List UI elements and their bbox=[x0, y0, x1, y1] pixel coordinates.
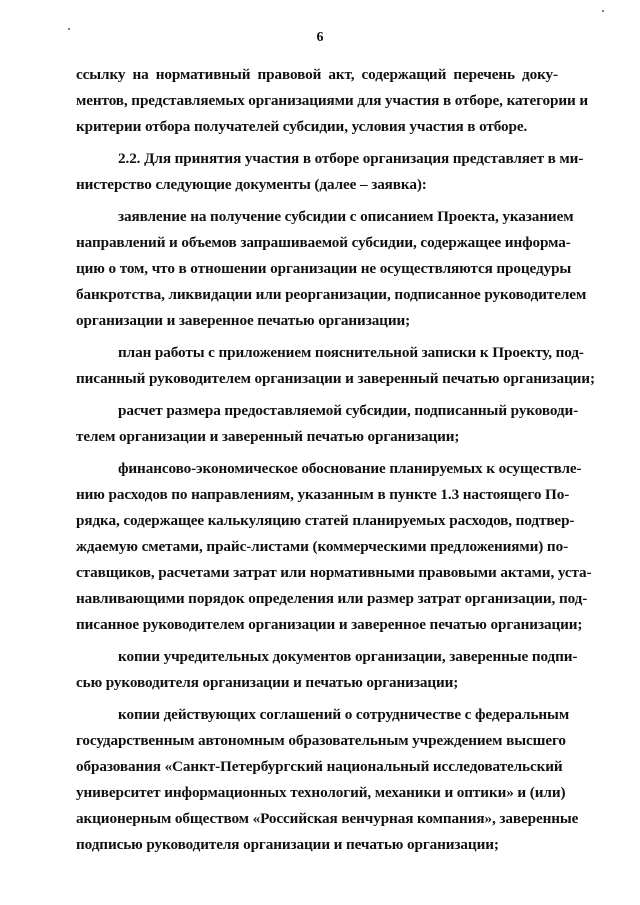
text-line: направлений и объемов запрашиваемой субсидии, содержащее информа- bbox=[76, 234, 571, 251]
text-line: 2.2. Для принятия участия в отборе организация представляет в ми- bbox=[118, 150, 584, 167]
text-line: ссылку на нормативный правовой акт, содержащий перечень доку- bbox=[76, 66, 558, 83]
text-line: рядка, содержащее калькуляцию статей планируемых расходов, подтвер- bbox=[76, 512, 575, 529]
text-line: критерии отбора получателей субсидии, условия участия в отборе. bbox=[76, 118, 528, 135]
text-line: телем организации и заверенный печатью организации; bbox=[76, 428, 460, 445]
text-line: ментов, представляемых организациями для участия в отборе, категории и bbox=[76, 92, 589, 109]
text-line: государственным автономным образовательным учреждением высшего bbox=[76, 732, 566, 749]
text-line: нистерство следующие документы (далее – заявка): bbox=[76, 176, 427, 193]
page-number: 6 bbox=[316, 30, 324, 45]
text-line: сью руководителя организации и печатью организации; bbox=[76, 674, 459, 691]
text-line: навливающими порядок определения или размер затрат организации, под- bbox=[76, 590, 588, 607]
text-line: образования «Санкт-Петербургский национальный исследовательский bbox=[76, 758, 563, 775]
text-line: подписью руководителя организации и печатью организации; bbox=[76, 836, 499, 853]
text-line: ставщиков, расчетами затрат или нормативными правовыми актами, уста- bbox=[76, 564, 592, 581]
scan-speck bbox=[68, 28, 70, 30]
text-line: акционерным обществом «Российская венчурная компания», заверенные bbox=[76, 810, 579, 827]
text-line: писанный руководителем организации и заверенный печатью организации; bbox=[76, 370, 595, 387]
text-line: университет информационных технологий, механики и оптики» и (или) bbox=[76, 784, 566, 801]
text-line: расчет размера предоставляемой субсидии, подписанный руководи- bbox=[118, 402, 579, 419]
text-line: писанное руководителем организации и заверенное печатью организации; bbox=[76, 616, 583, 633]
text-line: банкротства, ликвидации или реорганизации, подписанное руководителем bbox=[76, 286, 587, 303]
text-line: заявление на получение субсидии с описанием Проекта, указанием bbox=[118, 208, 574, 225]
text-line: нию расходов по направлениям, указанным в пункте 1.3 настоящего По- bbox=[76, 486, 570, 503]
text-line: копии действующих соглашений о сотрудничестве с федеральным bbox=[118, 706, 570, 723]
text-line: план работы с приложением пояснительной записки к Проекту, под- bbox=[118, 344, 584, 361]
text-line: цию о том, что в отношении организации не осуществляются процедуры bbox=[76, 260, 572, 277]
text-line: копии учредительных документов организации, заверенные подпи- bbox=[118, 648, 578, 665]
scan-speck bbox=[602, 10, 604, 12]
text-line: организации и заверенное печатью организации; bbox=[76, 312, 411, 329]
text-line: финансово-экономическое обоснование планируемых к осуществле- bbox=[118, 460, 582, 477]
text-line: ждаемую сметами, прайс-листами (коммерческими предложениями) по- bbox=[76, 538, 569, 555]
